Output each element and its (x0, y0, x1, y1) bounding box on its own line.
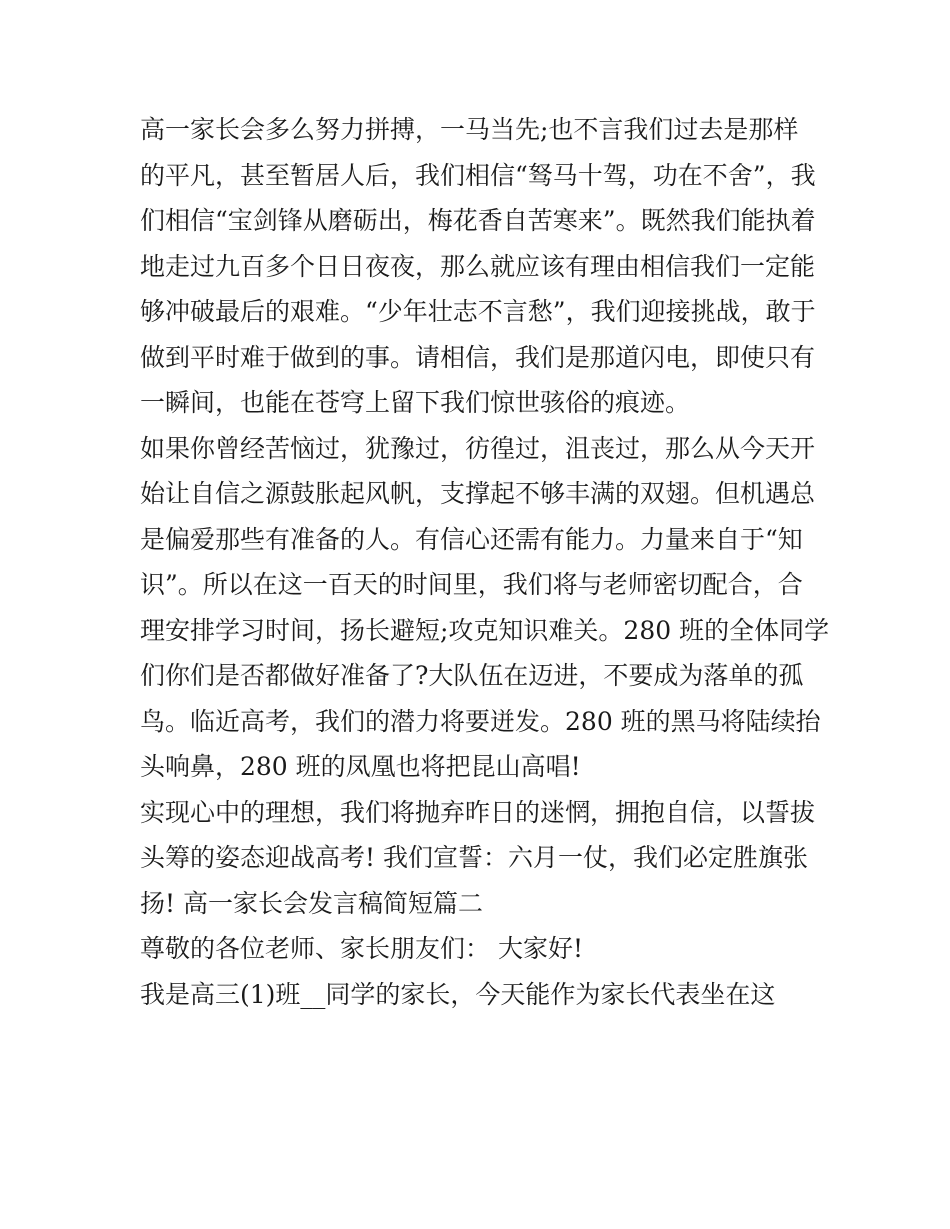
text-line: 的平凡，甚至暂居人后，我们相信“驽马十驾，功在不舍”，我 (140, 160, 816, 190)
text-line: 做到平时难于做到的事。请相信，我们是那道闪电，即使只有 (140, 342, 816, 372)
text-line: 实现心中的理想，我们将抛弃昨日的迷惘，拥抱自信，以誓拔 (140, 797, 816, 827)
text-line: 地走过九百多个日日夜夜，那么就应该有理由相信我们一定能 (140, 251, 816, 281)
text-line: 高一家长会多么努力拼搏，一马当先;也不言我们过去是那样 (140, 115, 799, 144)
text-line: 是偏爱那些有准备的人。有信心还需有能力。力量来自于“知 (140, 524, 803, 554)
document-body (140, 107, 830, 1017)
text-line: 头响鼻，280 班的凤凰也将把昆山高唱! (140, 752, 581, 781)
text-line: 头筹的姿态迎战高考! 我们宣誓：六月一仗，我们必定胜旗张 (140, 843, 808, 872)
text-line: 理安排学习时间，扬长避短;攻克知识难关。280 班的全体同学 (140, 615, 830, 645)
text-line: 我是高三(1)班__同学的家长，今天能作为家长代表坐在这 (140, 979, 776, 1009)
text-line: 们相信“宝剑锋从磨砺出，梅花香自苦寒来”。既然我们能执着 (140, 206, 816, 235)
text-line: 鸟。临近高考，我们的潜力将要迸发。280 班的黑马将陆续抬 (140, 706, 821, 736)
text-line: 们你们是否都做好准备了?大队伍在迈进，不要成为落单的孤 (140, 661, 804, 690)
text-line: 一瞬间，也能在苍穹上留下我们惊世骇俗的痕迹。 (140, 388, 691, 417)
text-line: 扬! 高一家长会发言稿简短篇二 (140, 888, 483, 918)
text-line: 识”。所以在这一百天的时间里，我们将与老师密切配合，合 (140, 570, 803, 599)
text-line: 如果你曾经苦恼过，犹豫过，彷徨过，沮丧过，那么从今天开 (140, 433, 816, 463)
text-line: 够冲破最后的艰难。“少年壮志不言愁”，我们迎接挑战，敢于 (140, 297, 816, 326)
text-line: 始让自信之源鼓胀起风帆，支撑起不够丰满的双翅。但机遇总 (140, 479, 816, 508)
text-line: 尊敬的各位老师、家长朋友们： 大家好! (140, 934, 583, 963)
